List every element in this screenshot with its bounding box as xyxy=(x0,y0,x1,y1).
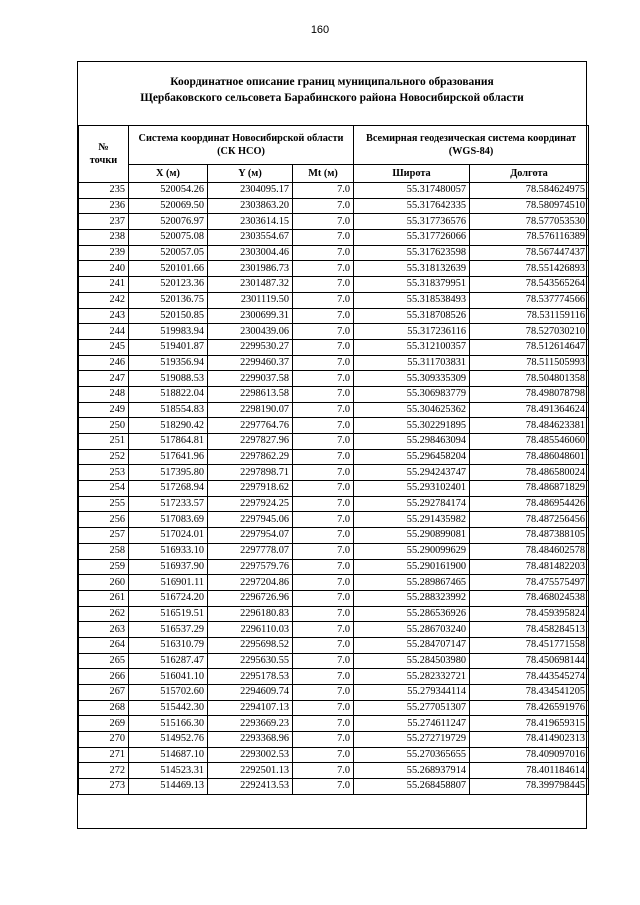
cell-mt: 7.0 xyxy=(293,716,354,732)
cell-point-number: 265 xyxy=(79,653,129,669)
cell-x: 520076.97 xyxy=(129,214,208,230)
cell-mt: 7.0 xyxy=(293,230,354,246)
cell-longitude: 78.504801358 xyxy=(470,371,589,387)
cell-mt: 7.0 xyxy=(293,308,354,324)
cell-point-number: 240 xyxy=(79,261,129,277)
cell-point-number: 269 xyxy=(79,716,129,732)
cell-y: 2297862.29 xyxy=(208,449,293,465)
cell-x: 516724.20 xyxy=(129,590,208,606)
document-title xyxy=(78,74,586,106)
cell-y: 2293002.53 xyxy=(208,747,293,763)
cell-point-number: 241 xyxy=(79,277,129,293)
cell-mt: 7.0 xyxy=(293,292,354,308)
cell-longitude: 78.577053530 xyxy=(470,214,589,230)
cell-x: 516041.10 xyxy=(129,669,208,685)
cell-y: 2303554.67 xyxy=(208,230,293,246)
cell-latitude: 55.317623598 xyxy=(354,245,470,261)
cell-longitude: 78.468024538 xyxy=(470,590,589,606)
cell-y: 2295630.55 xyxy=(208,653,293,669)
cell-latitude: 55.318379951 xyxy=(354,277,470,293)
cell-point-number: 264 xyxy=(79,637,129,653)
cell-point-number: 266 xyxy=(79,669,129,685)
cell-y: 2297204.86 xyxy=(208,575,293,591)
cell-latitude: 55.312100357 xyxy=(354,339,470,355)
cell-x: 517641.96 xyxy=(129,449,208,465)
cell-latitude: 55.284707147 xyxy=(354,637,470,653)
cell-longitude: 78.459395824 xyxy=(470,606,589,622)
table-row xyxy=(79,559,589,575)
cell-y: 2296180.83 xyxy=(208,606,293,622)
cell-latitude: 55.268937914 xyxy=(354,763,470,779)
cell-x: 518290.42 xyxy=(129,418,208,434)
cell-y: 2303004.46 xyxy=(208,245,293,261)
cell-x: 516287.47 xyxy=(129,653,208,669)
cell-point-number: 250 xyxy=(79,418,129,434)
cell-x: 519088.53 xyxy=(129,371,208,387)
cell-longitude: 78.584624975 xyxy=(470,183,589,199)
coordinates-table xyxy=(78,125,589,795)
cell-mt: 7.0 xyxy=(293,245,354,261)
header-latitude: Широта xyxy=(354,165,470,183)
cell-mt: 7.0 xyxy=(293,653,354,669)
cell-point-number: 246 xyxy=(79,355,129,371)
cell-y: 2296110.03 xyxy=(208,622,293,638)
cell-point-number: 257 xyxy=(79,528,129,544)
cell-latitude: 55.294243747 xyxy=(354,465,470,481)
cell-latitude: 55.309335309 xyxy=(354,371,470,387)
cell-point-number: 252 xyxy=(79,449,129,465)
cell-mt: 7.0 xyxy=(293,528,354,544)
cell-x: 520136.75 xyxy=(129,292,208,308)
cell-mt: 7.0 xyxy=(293,779,354,795)
cell-y: 2297918.62 xyxy=(208,481,293,497)
cell-longitude: 78.551426893 xyxy=(470,261,589,277)
cell-point-number: 267 xyxy=(79,685,129,701)
cell-mt: 7.0 xyxy=(293,355,354,371)
table-row xyxy=(79,669,589,685)
cell-point-number: 262 xyxy=(79,606,129,622)
header-mt: Mt (м) xyxy=(293,165,354,183)
table-row xyxy=(79,606,589,622)
cell-mt: 7.0 xyxy=(293,622,354,638)
table-row xyxy=(79,716,589,732)
cell-y: 2297924.25 xyxy=(208,496,293,512)
table-row xyxy=(79,355,589,371)
cell-mt: 7.0 xyxy=(293,575,354,591)
cell-x: 520075.08 xyxy=(129,230,208,246)
cell-longitude: 78.486048601 xyxy=(470,449,589,465)
cell-point-number: 237 xyxy=(79,214,129,230)
cell-x: 520069.50 xyxy=(129,198,208,214)
cell-x: 517864.81 xyxy=(129,434,208,450)
cell-x: 519401.87 xyxy=(129,339,208,355)
cell-latitude: 55.304625362 xyxy=(354,402,470,418)
cell-y: 2297764.76 xyxy=(208,418,293,434)
cell-mt: 7.0 xyxy=(293,434,354,450)
cell-x: 519983.94 xyxy=(129,324,208,340)
cell-mt: 7.0 xyxy=(293,732,354,748)
cell-x: 515166.30 xyxy=(129,716,208,732)
table-header-row-2 xyxy=(79,165,589,183)
cell-y: 2300699.31 xyxy=(208,308,293,324)
cell-y: 2298190.07 xyxy=(208,402,293,418)
cell-mt: 7.0 xyxy=(293,386,354,402)
cell-latitude: 55.317236116 xyxy=(354,324,470,340)
cell-point-number: 243 xyxy=(79,308,129,324)
cell-point-number: 260 xyxy=(79,575,129,591)
cell-y: 2294107.13 xyxy=(208,700,293,716)
table-row xyxy=(79,434,589,450)
cell-y: 2292501.13 xyxy=(208,763,293,779)
cell-y: 2301986.73 xyxy=(208,261,293,277)
cell-longitude: 78.451771558 xyxy=(470,637,589,653)
table-row xyxy=(79,183,589,199)
cell-point-number: 261 xyxy=(79,590,129,606)
cell-longitude: 78.527030210 xyxy=(470,324,589,340)
cell-latitude: 55.284503980 xyxy=(354,653,470,669)
cell-x: 515442.30 xyxy=(129,700,208,716)
cell-mt: 7.0 xyxy=(293,418,354,434)
cell-longitude: 78.486580024 xyxy=(470,465,589,481)
cell-longitude: 78.426591976 xyxy=(470,700,589,716)
cell-longitude: 78.580974510 xyxy=(470,198,589,214)
table-row xyxy=(79,700,589,716)
cell-latitude: 55.317726066 xyxy=(354,230,470,246)
cell-x: 518822.04 xyxy=(129,386,208,402)
cell-point-number: 254 xyxy=(79,481,129,497)
cell-latitude: 55.306983779 xyxy=(354,386,470,402)
cell-longitude: 78.434541205 xyxy=(470,685,589,701)
cell-y: 2293368.96 xyxy=(208,732,293,748)
cell-x: 520057.05 xyxy=(129,245,208,261)
cell-point-number: 251 xyxy=(79,434,129,450)
cell-mt: 7.0 xyxy=(293,214,354,230)
table-row xyxy=(79,386,589,402)
cell-latitude: 55.293102401 xyxy=(354,481,470,497)
cell-longitude: 78.443545274 xyxy=(470,669,589,685)
cell-x: 516901.11 xyxy=(129,575,208,591)
cell-latitude: 55.277051307 xyxy=(354,700,470,716)
cell-longitude: 78.537774566 xyxy=(470,292,589,308)
cell-y: 2297954.07 xyxy=(208,528,293,544)
cell-point-number: 273 xyxy=(79,779,129,795)
cell-point-number: 238 xyxy=(79,230,129,246)
cell-y: 2299460.37 xyxy=(208,355,293,371)
page-number: 160 xyxy=(310,24,330,36)
cell-mt: 7.0 xyxy=(293,261,354,277)
cell-longitude: 78.512614647 xyxy=(470,339,589,355)
table-row xyxy=(79,496,589,512)
cell-x: 520054.26 xyxy=(129,183,208,199)
cell-x: 516537.29 xyxy=(129,622,208,638)
cell-x: 517024.01 xyxy=(129,528,208,544)
cell-longitude: 78.484623381 xyxy=(470,418,589,434)
cell-point-number: 268 xyxy=(79,700,129,716)
cell-latitude: 55.311703831 xyxy=(354,355,470,371)
cell-y: 2297778.07 xyxy=(208,543,293,559)
cell-mt: 7.0 xyxy=(293,198,354,214)
table-row xyxy=(79,637,589,653)
cell-x: 514523.31 xyxy=(129,763,208,779)
cell-mt: 7.0 xyxy=(293,481,354,497)
cell-y: 2295698.52 xyxy=(208,637,293,653)
cell-mt: 7.0 xyxy=(293,465,354,481)
cell-longitude: 78.481482203 xyxy=(470,559,589,575)
cell-mt: 7.0 xyxy=(293,543,354,559)
cell-y: 2303614.15 xyxy=(208,214,293,230)
cell-point-number: 255 xyxy=(79,496,129,512)
cell-latitude: 55.317480057 xyxy=(354,183,470,199)
cell-point-number: 235 xyxy=(79,183,129,199)
table-row xyxy=(79,590,589,606)
cell-mt: 7.0 xyxy=(293,637,354,653)
cell-mt: 7.0 xyxy=(293,590,354,606)
cell-latitude: 55.318708526 xyxy=(354,308,470,324)
cell-longitude: 78.511505993 xyxy=(470,355,589,371)
cell-y: 2304095.17 xyxy=(208,183,293,199)
cell-x: 517395.80 xyxy=(129,465,208,481)
cell-latitude: 55.291435982 xyxy=(354,512,470,528)
table-row xyxy=(79,402,589,418)
header-point-number-sign: № xyxy=(98,142,109,153)
cell-y: 2299037.58 xyxy=(208,371,293,387)
header-longitude: Долгота xyxy=(470,165,589,183)
table-row xyxy=(79,324,589,340)
cell-longitude: 78.414902313 xyxy=(470,732,589,748)
cell-x: 516937.90 xyxy=(129,559,208,575)
table-row xyxy=(79,779,589,795)
cell-y: 2301487.32 xyxy=(208,277,293,293)
cell-mt: 7.0 xyxy=(293,339,354,355)
cell-x: 514687.10 xyxy=(129,747,208,763)
cell-x: 514952.76 xyxy=(129,732,208,748)
cell-latitude: 55.292784174 xyxy=(354,496,470,512)
cell-point-number: 263 xyxy=(79,622,129,638)
cell-point-number: 256 xyxy=(79,512,129,528)
table-row xyxy=(79,747,589,763)
cell-point-number: 247 xyxy=(79,371,129,387)
cell-y: 2300439.06 xyxy=(208,324,293,340)
cell-y: 2299530.27 xyxy=(208,339,293,355)
table-row xyxy=(79,277,589,293)
table-row xyxy=(79,261,589,277)
table-row xyxy=(79,543,589,559)
cell-latitude: 55.290899081 xyxy=(354,528,470,544)
table-row xyxy=(79,575,589,591)
cell-latitude: 55.288323992 xyxy=(354,590,470,606)
cell-latitude: 55.272719729 xyxy=(354,732,470,748)
cell-y: 2297579.76 xyxy=(208,559,293,575)
cell-point-number: 239 xyxy=(79,245,129,261)
table-body xyxy=(79,183,589,795)
cell-point-number: 248 xyxy=(79,386,129,402)
cell-y: 2301119.50 xyxy=(208,292,293,308)
cell-longitude: 78.498078798 xyxy=(470,386,589,402)
cell-x: 515702.60 xyxy=(129,685,208,701)
cell-longitude: 78.491364624 xyxy=(470,402,589,418)
cell-longitude: 78.576116389 xyxy=(470,230,589,246)
cell-point-number: 236 xyxy=(79,198,129,214)
cell-latitude: 55.298463094 xyxy=(354,434,470,450)
cell-x: 516310.79 xyxy=(129,637,208,653)
header-point-number xyxy=(79,126,129,183)
cell-x: 517268.94 xyxy=(129,481,208,497)
cell-x: 514469.13 xyxy=(129,779,208,795)
cell-longitude: 78.401184614 xyxy=(470,763,589,779)
table-row xyxy=(79,685,589,701)
cell-mt: 7.0 xyxy=(293,685,354,701)
cell-latitude: 55.286536926 xyxy=(354,606,470,622)
cell-point-number: 259 xyxy=(79,559,129,575)
cell-mt: 7.0 xyxy=(293,496,354,512)
cell-x: 520150.85 xyxy=(129,308,208,324)
cell-point-number: 242 xyxy=(79,292,129,308)
cell-longitude: 78.486954426 xyxy=(470,496,589,512)
cell-point-number: 270 xyxy=(79,732,129,748)
cell-y: 2297827.96 xyxy=(208,434,293,450)
cell-y: 2298613.58 xyxy=(208,386,293,402)
cell-mt: 7.0 xyxy=(293,559,354,575)
cell-longitude: 78.487388105 xyxy=(470,528,589,544)
cell-longitude: 78.486871829 xyxy=(470,481,589,497)
cell-latitude: 55.274611247 xyxy=(354,716,470,732)
table-row xyxy=(79,763,589,779)
header-y: Y (м) xyxy=(208,165,293,183)
cell-latitude: 55.317642335 xyxy=(354,198,470,214)
cell-latitude: 55.302291895 xyxy=(354,418,470,434)
cell-latitude: 55.318538493 xyxy=(354,292,470,308)
cell-point-number: 258 xyxy=(79,543,129,559)
cell-y: 2292413.53 xyxy=(208,779,293,795)
table-row xyxy=(79,292,589,308)
cell-point-number: 249 xyxy=(79,402,129,418)
table-row xyxy=(79,481,589,497)
cell-mt: 7.0 xyxy=(293,183,354,199)
table-row xyxy=(79,653,589,669)
header-wgs-system: Всемирная геодезическая система координат (WGS-84) xyxy=(354,126,589,165)
cell-mt: 7.0 xyxy=(293,324,354,340)
cell-longitude: 78.419659315 xyxy=(470,716,589,732)
cell-y: 2297945.06 xyxy=(208,512,293,528)
cell-longitude: 78.399798445 xyxy=(470,779,589,795)
cell-longitude: 78.543565264 xyxy=(470,277,589,293)
header-point-number-label: точки xyxy=(89,155,118,166)
document-frame xyxy=(77,61,587,829)
cell-latitude: 55.296458204 xyxy=(354,449,470,465)
cell-x: 517083.69 xyxy=(129,512,208,528)
table-row xyxy=(79,308,589,324)
cell-longitude: 78.485546060 xyxy=(470,434,589,450)
cell-y: 2296726.96 xyxy=(208,590,293,606)
cell-latitude: 55.317736576 xyxy=(354,214,470,230)
table-row xyxy=(79,465,589,481)
cell-x: 520123.36 xyxy=(129,277,208,293)
cell-latitude: 55.279344114 xyxy=(354,685,470,701)
cell-mt: 7.0 xyxy=(293,449,354,465)
cell-longitude: 78.409097016 xyxy=(470,747,589,763)
cell-mt: 7.0 xyxy=(293,700,354,716)
cell-x: 520101.66 xyxy=(129,261,208,277)
cell-point-number: 271 xyxy=(79,747,129,763)
table-row xyxy=(79,371,589,387)
cell-y: 2294609.74 xyxy=(208,685,293,701)
cell-y: 2297898.71 xyxy=(208,465,293,481)
cell-latitude: 55.289867465 xyxy=(354,575,470,591)
cell-longitude: 78.567447437 xyxy=(470,245,589,261)
table-row xyxy=(79,230,589,246)
header-local-system: Система координат Новосибирской области (СК НСО) xyxy=(129,126,354,165)
cell-longitude: 78.487256456 xyxy=(470,512,589,528)
cell-x: 518554.83 xyxy=(129,402,208,418)
table-row xyxy=(79,214,589,230)
cell-latitude: 55.270365655 xyxy=(354,747,470,763)
cell-latitude: 55.282332721 xyxy=(354,669,470,685)
cell-x: 516933.10 xyxy=(129,543,208,559)
cell-longitude: 78.450698144 xyxy=(470,653,589,669)
cell-mt: 7.0 xyxy=(293,747,354,763)
cell-y: 2293669.23 xyxy=(208,716,293,732)
cell-mt: 7.0 xyxy=(293,606,354,622)
cell-y: 2295178.53 xyxy=(208,669,293,685)
cell-point-number: 244 xyxy=(79,324,129,340)
table-row xyxy=(79,418,589,434)
table-row xyxy=(79,528,589,544)
cell-latitude: 55.290099629 xyxy=(354,543,470,559)
cell-point-number: 272 xyxy=(79,763,129,779)
table-row xyxy=(79,449,589,465)
header-x: X (м) xyxy=(129,165,208,183)
cell-mt: 7.0 xyxy=(293,371,354,387)
cell-longitude: 78.458284513 xyxy=(470,622,589,638)
table-row xyxy=(79,512,589,528)
cell-longitude: 78.475575497 xyxy=(470,575,589,591)
cell-y: 2303863.20 xyxy=(208,198,293,214)
cell-longitude: 78.484602578 xyxy=(470,543,589,559)
cell-latitude: 55.268458807 xyxy=(354,779,470,795)
title-line-2: Щербаковского сельсовета Барабинского района Новосибирской области xyxy=(140,92,524,104)
cell-latitude: 55.318132639 xyxy=(354,261,470,277)
cell-point-number: 245 xyxy=(79,339,129,355)
cell-mt: 7.0 xyxy=(293,402,354,418)
table-row xyxy=(79,339,589,355)
title-line-1: Координатное описание границ муниципального образования xyxy=(170,76,494,88)
cell-mt: 7.0 xyxy=(293,669,354,685)
cell-x: 516519.51 xyxy=(129,606,208,622)
cell-mt: 7.0 xyxy=(293,512,354,528)
cell-x: 517233.57 xyxy=(129,496,208,512)
cell-x: 519356.94 xyxy=(129,355,208,371)
table-row xyxy=(79,198,589,214)
cell-latitude: 55.290161900 xyxy=(354,559,470,575)
cell-mt: 7.0 xyxy=(293,763,354,779)
cell-latitude: 55.286703240 xyxy=(354,622,470,638)
cell-point-number: 253 xyxy=(79,465,129,481)
table-row xyxy=(79,622,589,638)
table-header-row-1 xyxy=(79,126,589,165)
table-row xyxy=(79,245,589,261)
table-row xyxy=(79,732,589,748)
cell-longitude: 78.531159116 xyxy=(470,308,589,324)
cell-mt: 7.0 xyxy=(293,277,354,293)
